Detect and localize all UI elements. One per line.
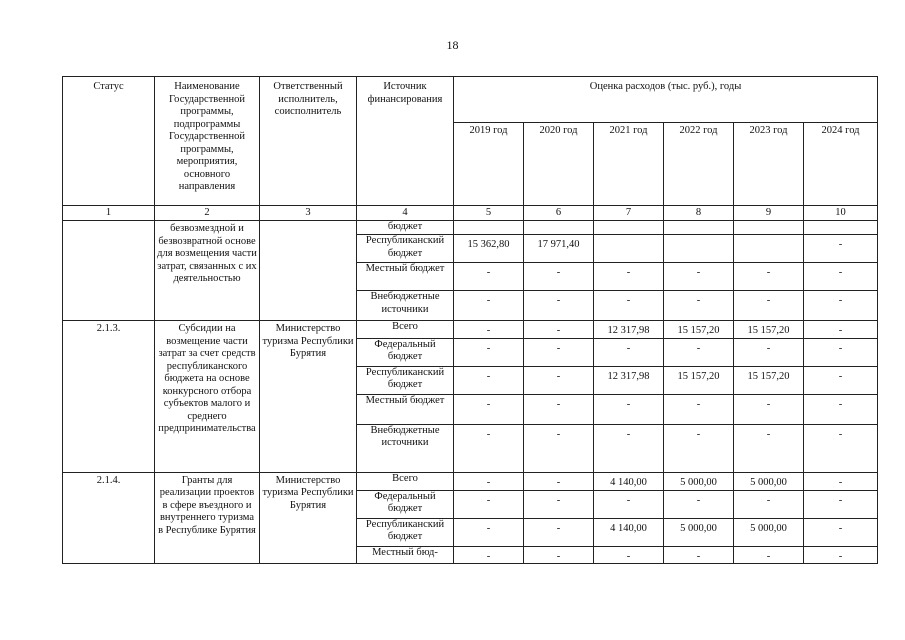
cell-value: - xyxy=(524,546,594,564)
cell-value: - xyxy=(594,546,664,564)
cell-value: - xyxy=(664,263,734,291)
table-row xyxy=(63,321,878,339)
cell-value: - xyxy=(454,263,524,291)
cell-value: 15 157,20 xyxy=(734,321,804,339)
cell-value: - xyxy=(454,546,524,564)
cell-value: - xyxy=(734,424,804,472)
page-number: 18 xyxy=(446,38,459,52)
table-row xyxy=(63,472,878,490)
cell-value: - xyxy=(804,263,878,291)
column-number: 6 xyxy=(524,206,594,221)
cell-value xyxy=(594,235,664,263)
header-year: 2021 год xyxy=(594,123,664,206)
cell-source: Всего xyxy=(357,472,454,490)
cell-executor: Министерство туризма Республики Бурятия xyxy=(260,472,357,564)
cell-value xyxy=(594,221,664,235)
cell-value xyxy=(664,235,734,263)
cell-value: - xyxy=(804,394,878,424)
cell-value: - xyxy=(594,394,664,424)
cell-value: - xyxy=(454,366,524,394)
cell-value: - xyxy=(734,394,804,424)
column-number: 9 xyxy=(734,206,804,221)
cell-value: - xyxy=(804,291,878,321)
cell-value: 15 157,20 xyxy=(664,366,734,394)
cell-value: - xyxy=(734,546,804,564)
cell-value: 5 000,00 xyxy=(664,518,734,546)
cell-value: 5 000,00 xyxy=(664,472,734,490)
cell-value: - xyxy=(804,235,878,263)
cell-value xyxy=(804,221,878,235)
cell-value: 5 000,00 xyxy=(734,472,804,490)
cell-value: - xyxy=(804,546,878,564)
budget-table xyxy=(62,76,878,564)
cell-value: - xyxy=(594,490,664,518)
cell-source: Внебюджетные источники xyxy=(357,291,454,321)
cell-value: - xyxy=(804,321,878,339)
cell-value: 15 362,80 xyxy=(454,235,524,263)
cell-value: 5 000,00 xyxy=(734,518,804,546)
cell-value: - xyxy=(804,518,878,546)
cell-value: 4 140,00 xyxy=(594,518,664,546)
cell-source: Местный бюд- xyxy=(357,546,454,564)
cell-value: - xyxy=(454,394,524,424)
header-year: 2024 год xyxy=(804,123,878,206)
cell-source: Федеральный бюджет xyxy=(357,490,454,518)
cell-value: - xyxy=(524,291,594,321)
table-row xyxy=(63,221,878,235)
cell-name: Субсидии на возмещение части затрат за счет средств республиканского бюджета на основе конкурсного отбора субъектов малого и среднего предпринимательства xyxy=(155,321,260,473)
cell-value: 17 971,40 xyxy=(524,235,594,263)
cell-value: - xyxy=(524,518,594,546)
cell-value: - xyxy=(594,291,664,321)
cell-value: - xyxy=(454,424,524,472)
cell-value: - xyxy=(734,490,804,518)
cell-value: - xyxy=(664,546,734,564)
cell-value: - xyxy=(454,338,524,366)
column-number: 8 xyxy=(664,206,734,221)
cell-value: - xyxy=(524,366,594,394)
header-executor: Ответственный исполнитель, соисполнитель xyxy=(260,77,357,206)
cell-value: - xyxy=(594,263,664,291)
cell-value: - xyxy=(804,338,878,366)
cell-value xyxy=(734,221,804,235)
cell-source: Республиканский бюджет xyxy=(357,518,454,546)
cell-value xyxy=(664,221,734,235)
cell-source: Внебюджетные источники xyxy=(357,424,454,472)
cell-value: - xyxy=(524,338,594,366)
header-year: 2022 год xyxy=(664,123,734,206)
cell-source: Республиканский бюджет xyxy=(357,366,454,394)
cell-name: Гранты для реализации проектов в сфере въездного и внутреннего туризма в Республике Бурятия xyxy=(155,472,260,564)
header-source: Источник финансирования xyxy=(357,77,454,206)
cell-value: - xyxy=(594,424,664,472)
cell-value: - xyxy=(454,321,524,339)
cell-value: - xyxy=(454,490,524,518)
cell-value xyxy=(734,235,804,263)
cell-source: бюджет xyxy=(357,221,454,235)
cell-source: Местный бюджет xyxy=(357,394,454,424)
cell-value: 15 157,20 xyxy=(734,366,804,394)
cell-value: - xyxy=(804,424,878,472)
cell-value: - xyxy=(454,291,524,321)
cell-source: Республиканский бюджет xyxy=(357,235,454,263)
cell-value xyxy=(524,221,594,235)
column-number: 3 xyxy=(260,206,357,221)
cell-status: 2.1.3. xyxy=(63,321,155,473)
column-number: 7 xyxy=(594,206,664,221)
cell-value: - xyxy=(524,472,594,490)
table-body xyxy=(63,77,878,564)
cell-value: - xyxy=(804,366,878,394)
cell-value: - xyxy=(454,518,524,546)
header-expenses: Оценка расходов (тыс. руб.), годы xyxy=(454,77,878,123)
cell-value: - xyxy=(664,424,734,472)
cell-value: - xyxy=(454,472,524,490)
header-name: Наименование Государственной программы, подпрограммы Государственной программы, мероприятия, основного направления xyxy=(155,77,260,206)
cell-value: - xyxy=(664,338,734,366)
cell-value: - xyxy=(804,490,878,518)
cell-value: - xyxy=(804,472,878,490)
header-year: 2019 год xyxy=(454,123,524,206)
cell-value: - xyxy=(734,263,804,291)
column-number: 1 xyxy=(63,206,155,221)
cell-executor xyxy=(260,221,357,321)
header-year: 2020 год xyxy=(524,123,594,206)
cell-status: 2.1.4. xyxy=(63,472,155,564)
cell-value: - xyxy=(594,338,664,366)
cell-value: 12 317,98 xyxy=(594,366,664,394)
cell-value: - xyxy=(734,291,804,321)
cell-name: безвозмездной и безвозвратной основе для возмещения части затрат, связанных с их деятельностью xyxy=(155,221,260,321)
cell-value: - xyxy=(524,490,594,518)
cell-value: - xyxy=(664,490,734,518)
cell-executor: Министерство туризма Республики Бурятия xyxy=(260,321,357,473)
column-number: 2 xyxy=(155,206,260,221)
cell-value: - xyxy=(664,291,734,321)
header-status: Статус xyxy=(63,77,155,206)
cell-value: 4 140,00 xyxy=(594,472,664,490)
cell-value: - xyxy=(734,338,804,366)
cell-status xyxy=(63,221,155,321)
cell-source: Всего xyxy=(357,321,454,339)
cell-source: Местный бюджет xyxy=(357,263,454,291)
cell-value: 15 157,20 xyxy=(664,321,734,339)
header-year: 2023 год xyxy=(734,123,804,206)
cell-value: - xyxy=(664,394,734,424)
cell-value: - xyxy=(524,263,594,291)
column-number: 4 xyxy=(357,206,454,221)
cell-value xyxy=(454,221,524,235)
cell-value: - xyxy=(524,424,594,472)
column-number: 5 xyxy=(454,206,524,221)
cell-value: - xyxy=(524,321,594,339)
cell-value: 12 317,98 xyxy=(594,321,664,339)
cell-source: Федеральный бюджет xyxy=(357,338,454,366)
cell-value: - xyxy=(524,394,594,424)
column-number: 10 xyxy=(804,206,878,221)
